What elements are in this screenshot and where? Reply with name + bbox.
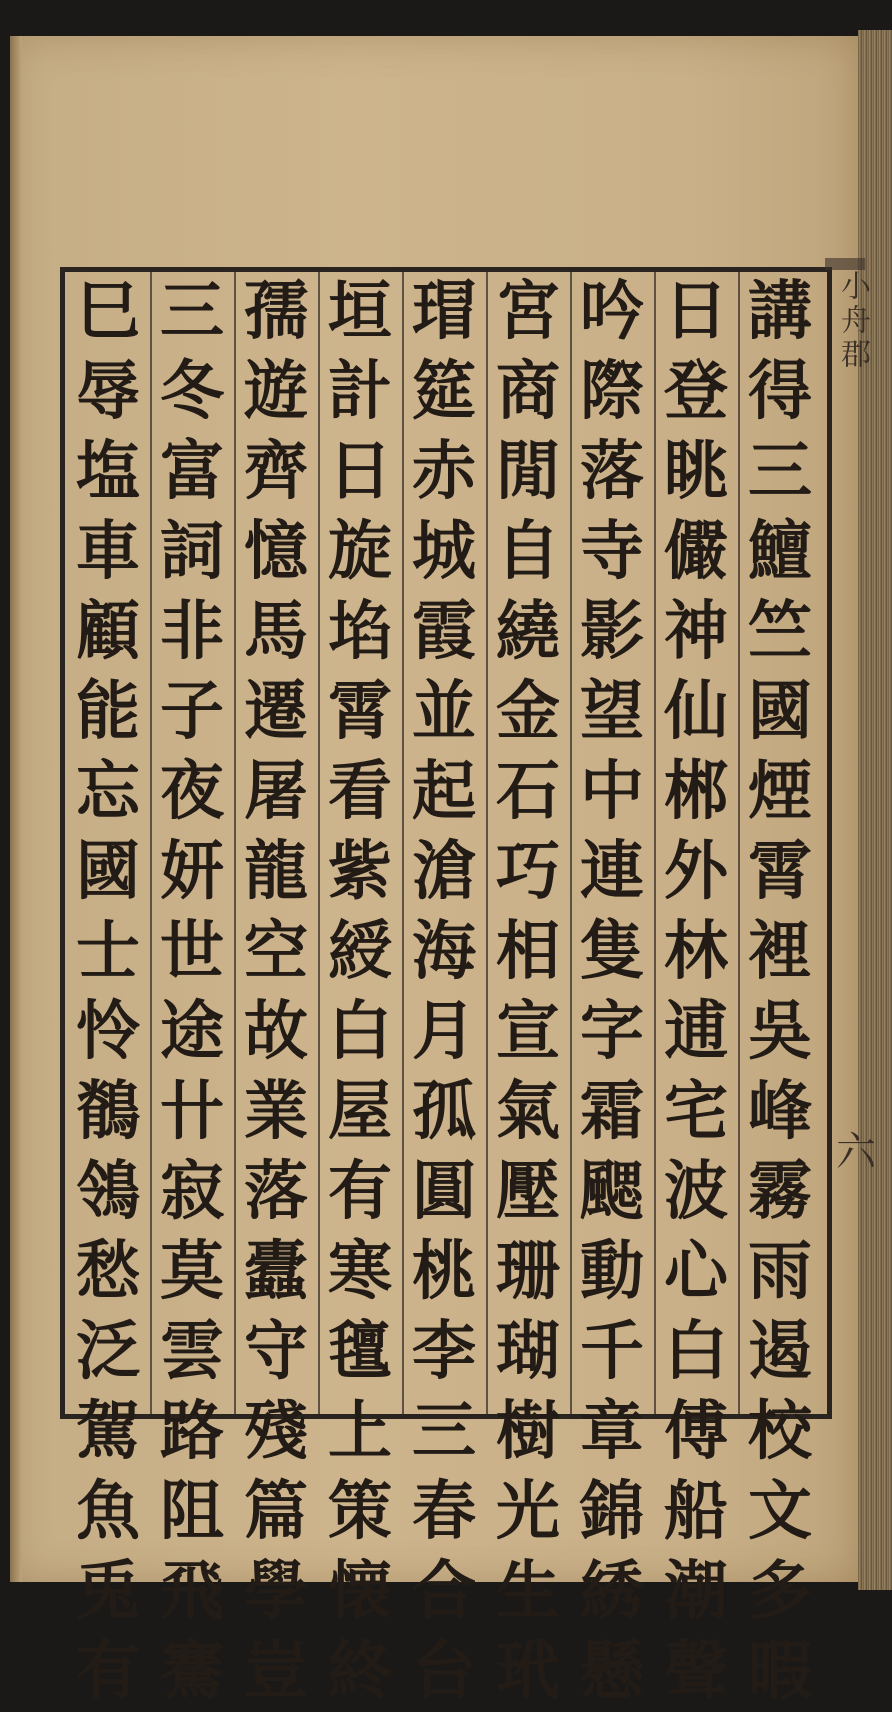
glyph: 寺 bbox=[580, 514, 644, 589]
glyph: 動 bbox=[580, 1234, 644, 1309]
glyph: 埳 bbox=[328, 594, 392, 669]
glyph: 外 bbox=[664, 834, 728, 909]
binding-gutter bbox=[10, 36, 22, 1582]
glyph: 鴒 bbox=[76, 1154, 140, 1229]
text-column-6 bbox=[320, 272, 400, 1709]
glyph: 白 bbox=[664, 1314, 728, 1389]
glyph: 騫 bbox=[160, 1634, 224, 1709]
glyph: 文 bbox=[748, 1474, 812, 1549]
glyph: 計 bbox=[328, 354, 392, 429]
glyph: 終 bbox=[328, 1634, 392, 1709]
glyph: 上 bbox=[328, 1394, 392, 1469]
glyph: 雨 bbox=[748, 1234, 812, 1309]
glyph: 聲 bbox=[664, 1634, 728, 1709]
glyph: 霄 bbox=[748, 834, 812, 909]
glyph: 峰 bbox=[748, 1074, 812, 1149]
glyph: 千 bbox=[580, 1314, 644, 1389]
glyph: 遊 bbox=[244, 354, 308, 429]
glyph: 影 bbox=[580, 594, 644, 669]
glyph: 巳 bbox=[76, 274, 140, 349]
glyph: 講 bbox=[748, 274, 812, 349]
glyph: 得 bbox=[748, 354, 812, 429]
glyph: 飛 bbox=[160, 1554, 224, 1629]
glyph: 車 bbox=[76, 514, 140, 589]
glyph: 有 bbox=[76, 1634, 140, 1709]
glyph: 國 bbox=[748, 674, 812, 749]
glyph: 有 bbox=[328, 1154, 392, 1229]
glyph: 樹 bbox=[496, 1394, 560, 1469]
glyph: 多 bbox=[748, 1554, 812, 1629]
glyph: 郴 bbox=[664, 754, 728, 829]
glyph: 赤 bbox=[412, 434, 476, 509]
glyph: 吳 bbox=[748, 994, 812, 1069]
glyph: 遷 bbox=[244, 674, 308, 749]
glyph: 懐 bbox=[328, 1554, 392, 1629]
glyph: 滄 bbox=[412, 834, 476, 909]
glyph: 金 bbox=[496, 674, 560, 749]
glyph: 巧 bbox=[496, 834, 560, 909]
glyph: 霄 bbox=[328, 674, 392, 749]
glyph: 雲 bbox=[160, 1314, 224, 1389]
glyph: 塩 bbox=[76, 434, 140, 509]
glyph: 繞 bbox=[496, 594, 560, 669]
glyph: 自 bbox=[496, 514, 560, 589]
text-column-1 bbox=[740, 272, 820, 1709]
glyph: 石 bbox=[496, 754, 560, 829]
glyph: 顧 bbox=[76, 594, 140, 669]
text-column-4 bbox=[488, 272, 568, 1709]
glyph: 瑚 bbox=[496, 1314, 560, 1389]
glyph: 中 bbox=[580, 754, 644, 829]
glyph: 守 bbox=[244, 1314, 308, 1389]
glyph: 月 bbox=[412, 994, 476, 1069]
glyph: 合 bbox=[412, 1554, 476, 1629]
glyph: 遏 bbox=[748, 1314, 812, 1389]
glyph: 學 bbox=[244, 1554, 308, 1629]
glyph: 泛 bbox=[76, 1314, 140, 1389]
glyph: 白 bbox=[328, 994, 392, 1069]
glyph: 眺 bbox=[664, 434, 728, 509]
glyph: 綬 bbox=[328, 914, 392, 989]
glyph: 瑁 bbox=[412, 274, 476, 349]
glyph: 鶺 bbox=[76, 1074, 140, 1149]
glyph: 錦 bbox=[580, 1474, 644, 1549]
glyph: 逋 bbox=[664, 994, 728, 1069]
glyph: 阻 bbox=[160, 1474, 224, 1549]
margin-title: 小舟郡 bbox=[835, 270, 870, 372]
glyph: 落 bbox=[580, 434, 644, 509]
glyph: 霜 bbox=[580, 1074, 644, 1149]
glyph: 暇 bbox=[748, 1634, 812, 1709]
glyph: 生 bbox=[496, 1554, 560, 1629]
glyph: 夜 bbox=[160, 754, 224, 829]
glyph: 圓 bbox=[412, 1154, 476, 1229]
text-column-3 bbox=[572, 272, 652, 1709]
glyph: 章 bbox=[580, 1394, 644, 1469]
glyph: 屠 bbox=[244, 754, 308, 829]
glyph: 妍 bbox=[160, 834, 224, 909]
glyph: 屋 bbox=[328, 1074, 392, 1149]
glyph: 齊 bbox=[244, 434, 308, 509]
glyph: 富 bbox=[160, 434, 224, 509]
glyph: 起 bbox=[412, 754, 476, 829]
glyph: 霞 bbox=[412, 594, 476, 669]
glyph: 非 bbox=[160, 594, 224, 669]
glyph: 珊 bbox=[496, 1234, 560, 1309]
glyph: 望 bbox=[580, 674, 644, 749]
text-column-7 bbox=[236, 272, 316, 1709]
glyph: 李 bbox=[412, 1314, 476, 1389]
glyph: 裡 bbox=[748, 914, 812, 989]
glyph: 懸 bbox=[580, 1634, 644, 1709]
glyph: 殘 bbox=[244, 1394, 308, 1469]
folio-number: 六 bbox=[836, 1129, 876, 1175]
glyph: 看 bbox=[328, 754, 392, 829]
glyph: 豈 bbox=[244, 1634, 308, 1709]
glyph: 卄 bbox=[160, 1074, 224, 1149]
glyph: 世 bbox=[160, 914, 224, 989]
glyph: 駕 bbox=[76, 1394, 140, 1469]
glyph: 仙 bbox=[664, 674, 728, 749]
glyph: 颸 bbox=[580, 1154, 644, 1229]
glyph: 忘 bbox=[76, 754, 140, 829]
glyph: 日 bbox=[328, 434, 392, 509]
glyph: 神 bbox=[664, 594, 728, 669]
glyph: 三 bbox=[412, 1394, 476, 1469]
glyph: 波 bbox=[664, 1154, 728, 1229]
text-column-5 bbox=[404, 272, 484, 1709]
frame-mark bbox=[825, 258, 865, 270]
glyph: 憶 bbox=[244, 514, 308, 589]
glyph: 桃 bbox=[412, 1234, 476, 1309]
glyph: 壓 bbox=[496, 1154, 560, 1229]
glyph: 紫 bbox=[328, 834, 392, 909]
glyph: 策 bbox=[328, 1474, 392, 1549]
glyph: 綉 bbox=[580, 1554, 644, 1629]
glyph: 筵 bbox=[412, 354, 476, 429]
glyph: 蠹 bbox=[244, 1234, 308, 1309]
glyph: 日 bbox=[664, 274, 728, 349]
glyph: 相 bbox=[496, 914, 560, 989]
glyph: 竺 bbox=[748, 594, 812, 669]
glyph: 愁 bbox=[76, 1234, 140, 1309]
glyph: 氣 bbox=[496, 1074, 560, 1149]
glyph: 莫 bbox=[160, 1234, 224, 1309]
glyph: 士 bbox=[76, 914, 140, 989]
glyph: 宅 bbox=[664, 1074, 728, 1149]
text-column-2 bbox=[656, 272, 736, 1709]
glyph: 魚 bbox=[76, 1474, 140, 1549]
glyph: 國 bbox=[76, 834, 140, 909]
glyph: 登 bbox=[664, 354, 728, 429]
glyph: 林 bbox=[664, 914, 728, 989]
glyph: 鱣 bbox=[748, 514, 812, 589]
glyph: 氊 bbox=[328, 1314, 392, 1389]
text-column-9 bbox=[68, 272, 148, 1709]
glyph: 途 bbox=[160, 994, 224, 1069]
text-column-8 bbox=[152, 272, 232, 1709]
glyph: 三 bbox=[748, 434, 812, 509]
glyph: 龍 bbox=[244, 834, 308, 909]
glyph: 旋 bbox=[328, 514, 392, 589]
glyph: 故 bbox=[244, 994, 308, 1069]
glyph: 船 bbox=[664, 1474, 728, 1549]
glyph: 光 bbox=[496, 1474, 560, 1549]
glyph: 海 bbox=[412, 914, 476, 989]
glyph: 心 bbox=[664, 1234, 728, 1309]
glyph: 霧 bbox=[748, 1154, 812, 1229]
glyph: 能 bbox=[76, 674, 140, 749]
glyph: 吟 bbox=[580, 274, 644, 349]
glyph: 孤 bbox=[412, 1074, 476, 1149]
glyph: 子 bbox=[160, 674, 224, 749]
glyph: 詞 bbox=[160, 514, 224, 589]
glyph: 空 bbox=[244, 914, 308, 989]
glyph: 商 bbox=[496, 354, 560, 429]
glyph: 字 bbox=[580, 994, 644, 1069]
glyph: 寂 bbox=[160, 1154, 224, 1229]
glyph: 隻 bbox=[580, 914, 644, 989]
glyph: 冬 bbox=[160, 354, 224, 429]
glyph: 馬 bbox=[244, 594, 308, 669]
glyph: 玳 bbox=[496, 1634, 560, 1709]
glyph: 際 bbox=[580, 354, 644, 429]
glyph: 春 bbox=[412, 1474, 476, 1549]
glyph: 閒 bbox=[496, 434, 560, 509]
glyph: 落 bbox=[244, 1154, 308, 1229]
glyph: 寒 bbox=[328, 1234, 392, 1309]
glyph: 篇 bbox=[244, 1474, 308, 1549]
glyph: 台 bbox=[412, 1634, 476, 1709]
glyph: 城 bbox=[412, 514, 476, 589]
glyph: 孺 bbox=[244, 274, 308, 349]
glyph: 儼 bbox=[664, 514, 728, 589]
glyph: 怜 bbox=[76, 994, 140, 1069]
glyph: 潮 bbox=[664, 1554, 728, 1629]
glyph: 兎 bbox=[76, 1554, 140, 1629]
glyph: 校 bbox=[748, 1394, 812, 1469]
glyph: 辱 bbox=[76, 354, 140, 429]
glyph: 宣 bbox=[496, 994, 560, 1069]
glyph: 宮 bbox=[496, 274, 560, 349]
glyph: 路 bbox=[160, 1394, 224, 1469]
glyph: 三 bbox=[160, 274, 224, 349]
glyph: 業 bbox=[244, 1074, 308, 1149]
glyph: 並 bbox=[412, 674, 476, 749]
glyph: 連 bbox=[580, 834, 644, 909]
glyph: 傅 bbox=[664, 1394, 728, 1469]
glyph: 垣 bbox=[328, 274, 392, 349]
glyph: 煙 bbox=[748, 754, 812, 829]
